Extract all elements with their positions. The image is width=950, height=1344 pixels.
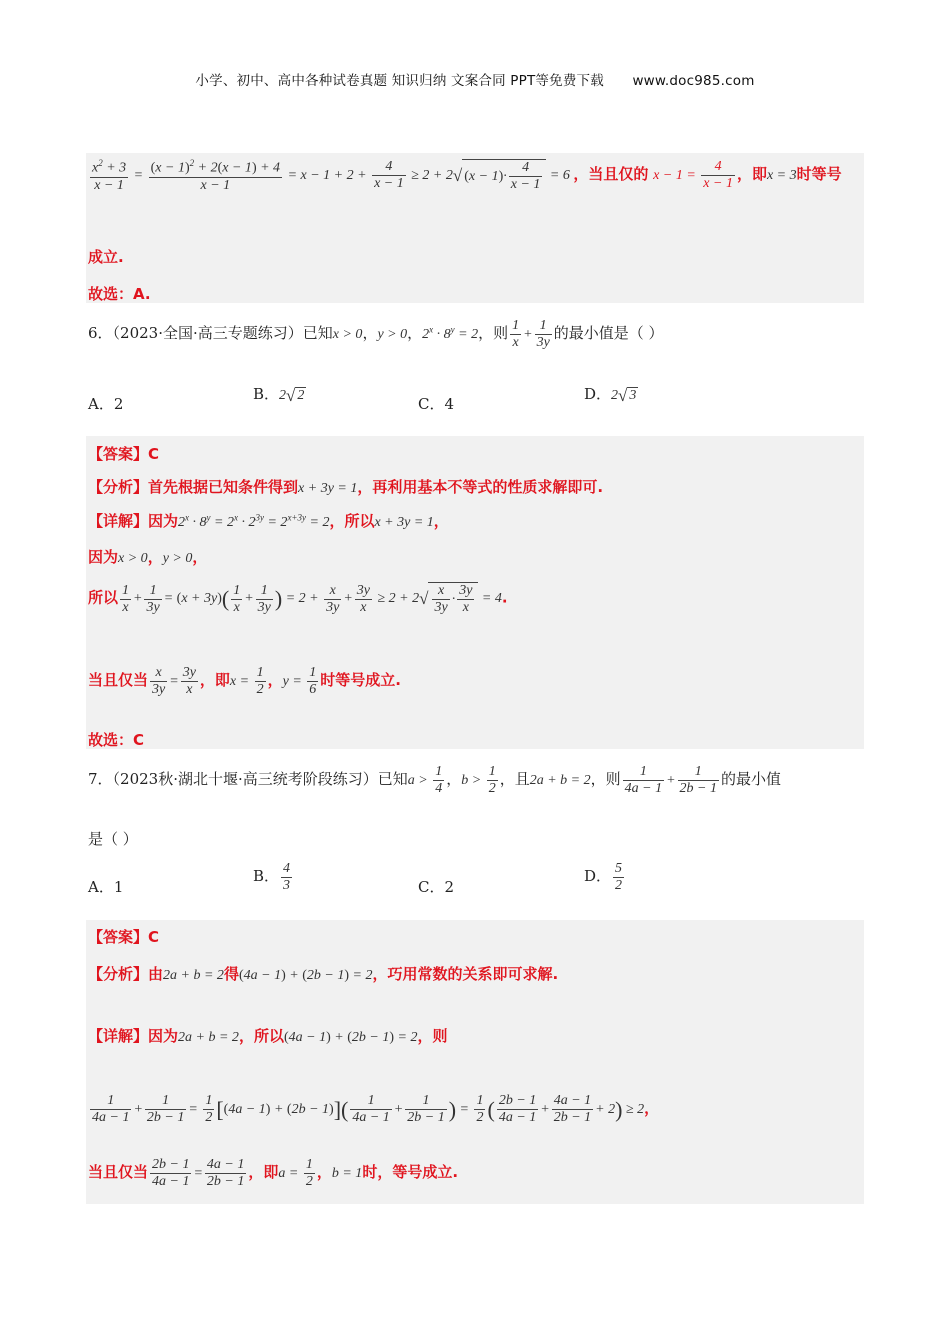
q7-option-b[interactable]: B． $\frac{4}{3}$ [253, 861, 291, 894]
q6-because: 因为x > 0，y > 0， [88, 548, 208, 566]
q7-inequality: $\frac{1}{4a - 1}$ + $\frac{1}{2b - 1}$ = $\frac{1}{2}$ [(4a − 1) + (2b − 1)]( $\frac{1}{4a - 1}$ + $\frac{1}{2b - 1}$ ) = $\frac{1}{2}$ ( $\frac{2b - 1}{4a - 1}$ + $\frac{4a - 1}{2b - 1}$ + 2) ≥ 2， [92, 1093, 660, 1126]
prev-formula: $\frac{x^2 + 3}{x - 1}$ = $\frac{(x - 1)^2 + 2(x - 1) + 4}{x - 1}$ = x − 1 + 2 + $\frac{4}{x - 1}$ ≥ 2 + 2√ (x − 1)· $\frac{4}{x - 1}$ = 6 [92, 158, 574, 193]
q7-answer: 【答案】C [88, 928, 160, 946]
prev-x-value: x = 3 [766, 168, 797, 184]
q6-choice: 故选：C [88, 731, 145, 749]
prev-derivation: $\frac{x^2 + 3}{x - 1}$ = $\frac{(x - 1)^2 + 2(x - 1) + 4}{x - 1}$ = x − 1 + 2 + $\frac{4}{x - 1}$ ≥ 2 + 2√ (x − 1)· $\frac{4}{x - 1}$ = 6 ，当且仅的 x − 1 = $\frac{4}{x - 1}$ ，即x = 3时等号 [88, 158, 842, 194]
q7-stem: 7．（2023秋·湖北十堰·高三统考阶段练习）已知a > $\frac{1}{4}$ ，b > $\frac{1}{2}$ ，且2a + b = 2，则 $\frac{1}{4a - 1}$ + $\frac{1}{2b - 1}$ 的最小值 [88, 764, 781, 797]
q6-answer: 【答案】C [88, 445, 160, 463]
q7-option-d[interactable]: D． $\frac{5}{2}$ [584, 861, 623, 894]
q7-analysis: 【分析】由2a + b = 2得(4a − 1) + (2b − 1) = 2，巧用常数的关系即可求解. [88, 965, 559, 983]
q7-detail: 【详解】因为2a + b = 2，所以(4a − 1) + (2b − 1) = 2，则 [88, 1027, 448, 1045]
q6-stem: 6．（2023·全国·高三专题练习）已知x > 0，y > 0，$2^x \cdot 8^y = 2$，则 $\frac{1}{x}$ + $\frac{1}{3y}$ 的最小值是（ ） [88, 318, 664, 351]
q6-so: 所以 $\frac{1}{x}$ + $\frac{1}{3y}$ = (x + 3y)( $\frac{1}{x}$ + $\frac{1}{3y}$ ) = 2 + $\frac{x}{3y}$ + $\frac{3y}{x}$ ≥ 2 + 2√ $\frac{x}{3y}$ · $\frac{3y}{x}$ = 4. [88, 582, 508, 616]
q6-option-c[interactable]: C．4 [418, 395, 455, 413]
q6-option-b[interactable]: B．2√ 2 [253, 385, 305, 405]
q6-option-d[interactable]: D．2√ 3 [584, 385, 637, 405]
prev-choice: 故选：A. [88, 285, 151, 303]
q7-option-c[interactable]: C．2 [418, 878, 455, 896]
page-header [0, 69, 950, 89]
q6-detail: 【详解】因为$2^x \cdot 8^y = 2^x \cdot 2^{3y} = 2^{x+3y} = 2$，所以x + 3y = 1， [88, 512, 449, 530]
prev-cond-formula: x − 1 = $\frac{4}{x - 1}$ [653, 159, 733, 192]
header-text: 小学、初中、高中各种试卷真题 知识归纳 文案合同 PPT等免费下载 [195, 73, 604, 89]
q6-equality-condition: 当且仅当 $\frac{x}{3y}$ = $\frac{3y}{x}$ ，即x = $\frac{1}{2}$ ，y = $\frac{1}{6}$ 时等号成立. [88, 665, 401, 698]
prev-cont: 成立. [88, 248, 124, 266]
q7-target-expr: $\frac{1}{4a - 1}$ + $\frac{1}{2b - 1}$ [624, 764, 717, 797]
q6-option-a[interactable]: A．2 [88, 395, 124, 413]
q7-option-a[interactable]: A．1 [88, 878, 124, 896]
header-site-link[interactable]: www.doc985.com [632, 73, 755, 89]
q6-inequality: $\frac{1}{x}$ + $\frac{1}{3y}$ = (x + 3y)( $\frac{1}{x}$ + $\frac{1}{3y}$ ) = 2 + $\frac{x}{3y}$ + $\frac{3y}{x}$ ≥ 2 + 2√ $\frac{x}{3y}$ · $\frac{3y}{x}$ = 4 [122, 582, 502, 616]
q6-target-expr: $\frac{1}{x}$ + $\frac{1}{3y}$ [512, 318, 550, 351]
q6-cond: x > 0 [332, 326, 363, 342]
q7-stem-cont: 是（ ） [88, 830, 138, 848]
q7-equality-condition: 当且仅当 $\frac{2b - 1}{4a - 1}$ = $\frac{4a - 1}{2b - 1}$ ，即a = $\frac{1}{2}$ ，b = 1时，等号成立. [88, 1157, 459, 1190]
q6-analysis: 【分析】首先根据已知条件得到x + 3y = 1，再利用基本不等式的性质求解即可. [88, 478, 604, 496]
